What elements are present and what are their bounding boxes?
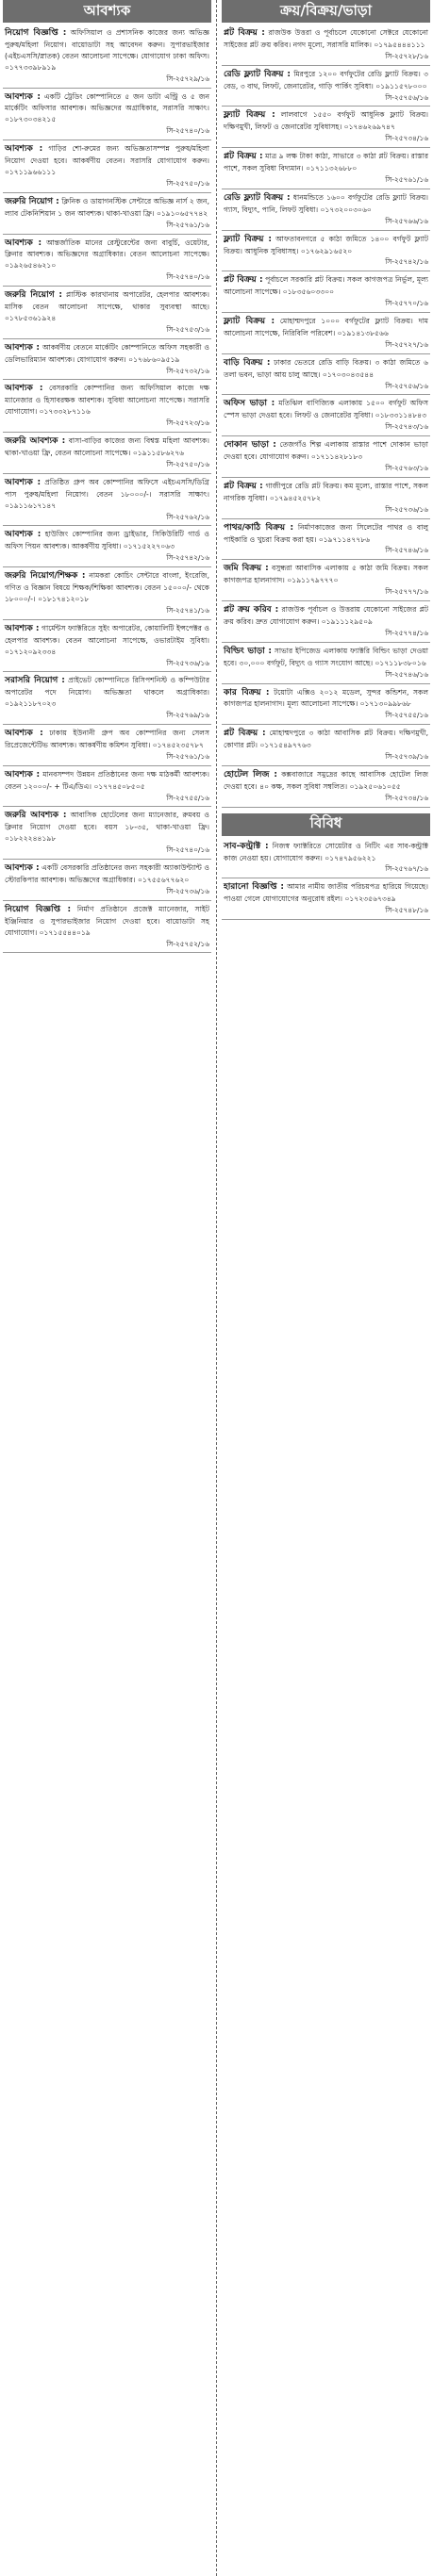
ad-reference: সি-২৫৭৪২/১৬ xyxy=(166,553,209,563)
classified-ad xyxy=(3,569,211,620)
ad-phone: ০১৭১৫৪৯৭৭৬৩ xyxy=(259,741,311,750)
ad-body: প্রাইভেট কোম্পানিতে রিসিপশনিস্ট ও কম্পিউটার অপারেটর পদে নিয়োগ। অভিজ্ঞতা থাকলে অগ্রাধিকার। xyxy=(5,676,209,697)
classified-ad xyxy=(222,108,430,148)
ad-heading: আবশ্যক : xyxy=(5,863,40,874)
ad-reference: সি-২৫৭৫০/১৬ xyxy=(166,178,209,188)
ad-heading: বিল্ডিং ভাড়া : xyxy=(224,646,272,656)
ad-heading: পাথর/কাঠি বিক্রয় : xyxy=(224,522,294,533)
ad-reference: সি-২৫৭৩৪/১৬ xyxy=(385,134,428,143)
ad-heading: আবশ্যক : xyxy=(5,342,41,353)
ad-heading: জরুরি নিয়োগ : xyxy=(5,290,62,301)
ad-body: আন্তর্জাতিক মানের রেস্টুরেন্টের জন্য বাবুর্চি, ওয়েটার, ক্লিনার আবশ্যক। অভিজ্ঞদের অগ্রাধিকার। বেতন আলোচনা সাপেক্ষে। xyxy=(5,238,209,259)
ad-phone: ০১৯১১৬১৭১৪৭ xyxy=(5,500,57,510)
classified-ad xyxy=(222,562,430,601)
ad-phone: ০১৯১০৬৫৭৭৪২ xyxy=(156,208,208,218)
ad-heading: রেডি ফ্ল্যাট বিক্রয় : xyxy=(224,69,291,79)
ad-heading: অফিস ভাড়া : xyxy=(224,399,275,409)
ad-phone: ০১৭৯৫৪৪৪১১১ xyxy=(374,40,425,49)
ad-heading: প্লট বিক্রয় : xyxy=(224,28,265,38)
ad-body: একটি বেসরকারি প্রতিষ্ঠানের জন্য সহকারী অ্যাকাউন্ট্যান্ট ও স্টোরকিপার আবশ্যক। অভিজ্ঞদের অগ্রাধিকার। xyxy=(5,863,209,884)
ad-heading: প্লট ক্রয় করিব : xyxy=(224,605,279,615)
ad-heading: বাড়ি বিক্রয় : xyxy=(224,357,271,368)
ad-body: সাভার ইপিজেড এলাকায় ফ্যাক্টরি বিল্ডিং ভাড়া দেওয়া হবে। ৩০,০০০ বর্গফুট, বিদ্যুৎ ও গ্যাস সংযোগ আছে। xyxy=(224,646,428,667)
ad-phone: ০১৭৬৮৬০৯৫১৯ xyxy=(128,354,180,364)
classified-ad xyxy=(3,341,211,381)
classified-ad xyxy=(222,686,430,726)
classified-list-property xyxy=(222,26,430,808)
classified-ad xyxy=(222,315,430,354)
ad-phone: ০১৯১৪১৩৮৫৬৬ xyxy=(337,328,389,337)
ad-reference: সি-২৫৭২৩/১৬ xyxy=(166,418,209,428)
ad-heading: জমি বিক্রয় : xyxy=(224,564,269,574)
ad-phone: ০১৭১১৩২৬৮৮০ xyxy=(306,164,358,173)
ad-body: আফতাবনগরে ৫ কাঠা জমিতে ১৪০০ বর্গফুট ফ্ল্যাট বিক্রয়। আধুনিক সুবিধাসহ। xyxy=(224,234,429,255)
classified-ad xyxy=(222,521,430,561)
ad-phone: ০১৯২৫০৬১০৫৫ xyxy=(349,781,401,791)
ad-phone: ০১৯২১১৮৭০২৩ xyxy=(5,699,57,709)
classified-ad xyxy=(222,840,430,879)
ad-phone: ০১৭১১৮৩৮০১৬ xyxy=(375,658,426,667)
ad-phone: ০১৯১১৫৮৬২৭৬ xyxy=(132,449,185,457)
ad-phone: ০১৭৬২৯১৬৫২০ xyxy=(300,246,353,255)
ad-body: হাউজিং কোম্পানির জন্য ড্রাইভার, সিকিউরিটি গার্ড ও অফিস পিয়ন আবশ্যক। আকর্ষণীয় সুবিধা। xyxy=(5,530,209,551)
ad-body: মোহাম্মদপুরে ৩ কাঠা আবাসিক প্লট বিক্রয়। দক্ষিণমুখী, কোণার প্লট। xyxy=(224,729,429,750)
ad-reference: সি-২৫৭৭৪/১৬ xyxy=(385,628,428,637)
ad-reference: সি-২৫৭২৭/১৬ xyxy=(385,339,428,349)
ad-body: আকর্ষণীয় বেতনে মার্কেটিং কোম্পানিতে অফিস সহকারী ও ডেলিভারিম্যান আবশ্যক। যোগাযোগ করুন। xyxy=(5,342,209,364)
ad-body: ঢাকায় ইউনানী গ্রুপ অব কোম্পানির জন্য সেলস রিপ্রেজেন্টেটিভ আবশ্যক। আকর্ষণীয় কমিশন সুবিধা। xyxy=(5,729,209,749)
ad-body: নিজস্ব ফ্যাক্টরিতে সোয়েটার ও নিটিং এর সাব-কন্ট্রাক্ট কাজ নেওয়া হয়। যোগাযোগ করুন। xyxy=(224,841,428,862)
ad-heading: ফ্ল্যাট বিক্রয় : xyxy=(224,110,275,121)
ad-heading: হারানো বিজ্ঞপ্তি : xyxy=(224,882,284,893)
ad-phone: ০১৭৪৫২৩৫৭৮৭ xyxy=(152,740,204,749)
classified-ad xyxy=(222,438,430,478)
ad-phone: ০১৭৪৬২৬৯৭৪৭ xyxy=(343,123,395,132)
classified-ad xyxy=(222,768,430,808)
ad-phone: ০১৭৯৪৫২৫৭৮২ xyxy=(269,493,322,502)
classified-ad xyxy=(3,768,211,808)
ad-phone: ০১৮৩৫৬০৩৩০০ xyxy=(282,287,335,297)
ad-body: মোহাম্মদপুরে ১০০০ বর্গফুটের ফ্ল্যাট বিক্রয়। দাম আলোচনা সাপেক্ষে, নিরিবিলি পরিবেশ। xyxy=(224,317,429,337)
ad-heading: জরুরি আবশ্যক : xyxy=(5,811,67,821)
ad-reference: সি-২৫৭৬১/১৬ xyxy=(166,220,209,229)
ad-phone: ০১৭০৩০৪৩৫৪৪ xyxy=(322,369,375,379)
ad-heading: হোটেল লিজ : xyxy=(224,769,277,779)
ad-reference: সি-২৫৭৬৯/১৬ xyxy=(166,711,209,720)
ad-body: গাড়ির শো-রুমের জন্য অভিজ্ঞতাসম্পন্ন পুরুষ/মহিলা নিয়োগ দেওয়া হবে। আকর্ষণীয় বেতন। সরাসরি যোগাযোগ করুন। xyxy=(5,144,209,166)
ad-reference: সি-২৫৭৪২/১৬ xyxy=(385,257,428,267)
ad-body: রাজউক উত্তরা ও পূর্বাচলে যেকোনো সেক্টরে যেকোনো সাইজের প্লট ক্রয় করিব। নগদ মূল্যে, সরাসরি মালিক। xyxy=(224,28,428,49)
ad-heading: জরুরি নিয়োগ : xyxy=(5,196,59,206)
ad-reference: সি-২৫৭৬২/১৬ xyxy=(166,512,209,521)
ad-body: মাত্র ৯ লক্ষ টাকা কাঠা, সাভারে ৩ কাঠা প্লট বিক্রয়। রাস্তার পাশে, সকল সুবিধা বিদ্যমান। xyxy=(224,152,428,173)
ad-phone: ০১৭১৫৫৪৪০১৯ xyxy=(39,927,91,937)
ad-reference: সি-২৫৭৫৬/১৬ xyxy=(385,92,428,102)
ad-reference: সি-২৫৭৬১/১৬ xyxy=(385,174,428,184)
ad-body: লালবাগে ১৫৫০ বর্গফুট আধুনিক ফ্ল্যাট বিক্রয়। দক্ষিণমুখী, লিফট ও জেনারেটর সুবিধাসহ। xyxy=(224,110,429,132)
ad-phone: ০১৭১৩০৯৯৮৬৮ xyxy=(359,699,411,709)
ad-phone: ০১৯৭১১৪৭৭৮৬ xyxy=(318,534,371,544)
classified-ad xyxy=(3,861,211,901)
ad-heading: সরাসরি নিয়োগ : xyxy=(5,676,65,686)
ad-body: বেসরকারি কোম্পানির জন্য অফিসিয়াল কাজে দক্ষ ম্যানেজার ও হিসাবরক্ষক আবশ্যক। সুবিধা আলোচনা সাপেক্ষে। সরাসরি যোগাযোগ। xyxy=(5,384,209,417)
section-header-wanted: আবশ্যক xyxy=(3,0,211,23)
ad-heading: জরুরি নিয়োগ/শিক্ষক : xyxy=(5,571,86,582)
ad-heading: রেডি ফ্ল্যাট বিক্রয় : xyxy=(224,192,291,203)
classified-ad xyxy=(222,273,430,313)
ad-heading: আবশ্যক : xyxy=(5,769,41,779)
classified-ad xyxy=(222,480,430,519)
ad-reference: সি-২৫৭৬৬/১৬ xyxy=(385,216,428,225)
ad-heading: নিয়োগ বিজ্ঞপ্তি : xyxy=(5,28,67,38)
ad-reference: সি-২৫৭৪৬/১৬ xyxy=(385,546,428,555)
ad-body: একটি ট্রেডিং কোম্পানিতে ৫ জন ডাটা এন্ট্রি ও ৫ জন মার্কেটিং অফিসার আবশ্যক। অভিজ্ঞদের অগ্রাধিকার, সরাসরি সাক্ষাৎ। xyxy=(5,91,209,113)
ad-phone: ০১৮৩৩১১৪৮৪৩ xyxy=(375,411,427,420)
section-header-misc: বিবিধ xyxy=(222,813,430,836)
ad-reference: সি-২৫৭৭০/১৬ xyxy=(385,299,428,308)
ad-reference: সি-২৫৭৫৩/১৬ xyxy=(166,324,209,334)
ad-reference: সি-২৫৭৩২/১৬ xyxy=(166,366,209,375)
ad-reference: সি-২৫৭৪৮/১৬ xyxy=(385,906,428,915)
classified-ad xyxy=(222,356,430,396)
ad-phone: ০১৮১৭৪১২০১৮ xyxy=(38,594,90,603)
ad-body: রাজউক পূর্বাচল ও উত্তরায় যেকোনো সাইজের প্লট ক্রয় করিব। দ্রুত যোগাযোগ করুন। xyxy=(224,605,428,626)
classified-ad xyxy=(3,476,211,527)
classified-ad xyxy=(222,397,430,436)
ad-body: মতিঝিল বাণিজ্যিক এলাকায় ১৫০০ বর্গফুট অফিস স্পেস ভাড়া দেওয়া হবে। লিফট ও জেনারেটর সুবিধা। xyxy=(224,399,428,420)
ad-phone: ০১৯২৬৫৪৬২১০ xyxy=(5,261,57,271)
ad-phone: ০১৮২২২৪৪১৯৮ xyxy=(5,834,57,844)
classified-list-wanted xyxy=(3,26,211,953)
ad-reference: সি-২৫৭৭৭/১৬ xyxy=(385,587,428,597)
ad-phone: ০১৭১১৪২৮১৮৩ xyxy=(310,452,363,462)
classified-ad xyxy=(3,727,211,766)
ad-reference: সি-২৫৭৪৬/১৬ xyxy=(385,669,428,679)
ad-body: গার্মেন্টস ফ্যাক্টরিতে সুইং অপারেটর, কোয়ালিটি ইন্সপেক্টর ও হেলপার আবশ্যক। বেতন আলোচনা সাপেক্ষে, ওভারটাইম সুবিধা। xyxy=(5,623,209,645)
classified-ad xyxy=(3,622,211,673)
ad-reference: সি-২৫৭৩৪/১৬ xyxy=(385,793,428,802)
classified-ad xyxy=(3,903,211,954)
ad-reference: সি-২৫৭৫২/১৬ xyxy=(166,939,209,948)
ad-phone: ০১৮৭৩০৩৪২১৫ xyxy=(5,115,57,124)
ad-reference: সি-২৫৭৫৫/১৬ xyxy=(385,711,428,720)
ad-body: ঢাকার ভেতরে রেডি বাড়ি বিক্রয়। ৩ কাঠা জমিতে ৬ তলা ভবন, ভাড়া আয় চালু আছে। xyxy=(224,357,428,379)
ad-heading: দোকান ভাড়া : xyxy=(224,440,276,451)
section-header-buy-sell-rent: ক্রয়/বিক্রয়/ভাড়া xyxy=(222,0,430,23)
ad-reference: সি-২৫৭৫০/১৬ xyxy=(166,459,209,468)
ad-phone: ০১৭১১৯৬৬১১১ xyxy=(5,167,57,176)
classified-ad xyxy=(222,150,430,189)
ad-heading: প্লট বিক্রয় : xyxy=(224,275,263,286)
classified-ad xyxy=(222,603,430,643)
ad-heading: প্লট বিক্রয় : xyxy=(224,729,266,739)
classified-ad xyxy=(3,528,211,567)
ad-heading: সাব-কন্ট্রাক্ট : xyxy=(224,841,269,851)
ad-body: নির্মাণকাজের জন্য সিলেটের পাথর ও বালু পাইকারি ও খুচরা বিক্রয় করা হয়। xyxy=(224,522,429,544)
ad-heading: ফ্ল্যাট বিক্রয় : xyxy=(224,317,275,327)
ad-reference: সি-২৫৭২৯/১৬ xyxy=(166,74,209,83)
ad-reference: সি-২৫৭৪০/১৬ xyxy=(166,845,209,855)
ad-body: নামকরা কোচিং সেন্টারে বাংলা, ইংরেজি, গণিত ও বিজ্ঞান বিষয়ে শিক্ষক/শিক্ষিকা আবশ্যক। বেতন ১৫০০০/- থেকে ১৮০০০/-। xyxy=(5,571,210,603)
ad-reference: সি-২৫৭৪০/১৬ xyxy=(166,272,209,282)
ad-body: বাসা-বাড়ির কাজের জন্য বিশ্বস্ত মহিলা আবশ্যক। থাকা-খাওয়া ফ্রি, বেতন আলোচনা সাপেক্ষে। xyxy=(5,436,209,457)
ad-phone: ০১৭১২০৯২৩৩৪ xyxy=(5,647,57,656)
ad-phone: ০১৭৩৩২৮৭১১৬ xyxy=(39,407,91,417)
classified-ad xyxy=(3,435,211,474)
ad-body: পূর্বাচলে সরকারি প্লট বিক্রয়। সকল কাগজপত্র নির্ভুল, মূল্য আলোচনা সাপেক্ষে। xyxy=(224,275,429,297)
ad-phone: ০১৭১৫২২৭০৬৩ xyxy=(123,542,175,551)
ad-body: নির্মাণ প্রতিষ্ঠানে প্রজেক্ট ম্যানেজার, সাইট ইঞ্জিনিয়ার ও সুপারভাইজার নিয়োগ দেওয়া হবে। বায়োডাটা সহ যোগাযোগ। xyxy=(5,904,209,937)
ad-phone: ০১৯১১৫৭৮০০০ xyxy=(375,81,427,90)
classified-ad xyxy=(222,26,430,66)
ad-body: কক্সবাজারে সমুদ্রের কাছে আবাসিক হোটেল লিজ দেওয়া হবে। ৪০ কক্ষ, সকল সুবিধা সম্বলিত। xyxy=(224,769,428,791)
ad-body: আবাসিক হোটেলের জন্য ম্যানেজার, রুমবয় ও ক্লিনার নিয়োগ দেওয়া হবে। বয়স ১৮-৩৫, থাকা-খাওয়া ফ্রি। xyxy=(5,811,209,832)
ad-heading: আবশ্যক : xyxy=(5,91,41,102)
classified-ad xyxy=(222,727,430,766)
ad-body: মানবসম্পদ উন্নয়ন প্রতিষ্ঠানের জন্য দক্ষ মাঠকর্মী আবশ্যক। বেতন ১২০০০/- + টিএ/ডিএ। xyxy=(5,769,209,791)
ad-reference: সি-২৫৭৩৬/১৬ xyxy=(166,886,209,895)
classified-ad xyxy=(3,237,211,287)
ad-phone: ০১৯১১১২৯৫০৯ xyxy=(321,616,373,626)
classified-ad xyxy=(222,191,430,231)
ad-body: টয়োটা এক্সিও ২০১২ মডেল, সুন্দর কন্ডিশন, সকল কাগজপত্র হালনাগাদ। মূল্য আলোচনা সাপেক্ষে। xyxy=(224,687,428,709)
ad-reference: সি-২৫৭৩৬/১৬ xyxy=(385,504,428,514)
ad-heading: আবশ্যক : xyxy=(5,238,42,248)
ad-body: প্লাস্টিক কারখানায় অপারেটর, হেলপার আবশ্যক। মাসিক বেতন আলোচনা সাপেক্ষে, থাকার সুব্যবস্থা আছে। xyxy=(5,290,209,312)
ad-body: মিরপুরে ১২০০ বর্গফুটের রেডি ফ্ল্যাট বিক্রয়। ৩ বেড, ৩ বাথ, লিফট, জেনারেটর, গাড়ি পার্কিং সুবিধা। xyxy=(224,69,428,90)
ad-phone: ০১৭৭৪৫০৮৫০৫ xyxy=(93,781,145,791)
ad-heading: আবশ্যক : xyxy=(5,144,43,155)
ad-heading: আবশ্যক : xyxy=(5,530,42,540)
ad-reference: সি-২৫৭৫৫/১৬ xyxy=(166,793,209,802)
ad-phone: ০১৯১১৭৯৭৭৭০ xyxy=(287,576,339,585)
ad-reference: সি-২৫৭৫৬/১৬ xyxy=(385,381,428,390)
ad-phone: ০১৭৭৩৩৯৮৯১৯ xyxy=(5,62,57,72)
ad-reference: সি-২৫৭৬৩/১৬ xyxy=(385,464,428,472)
ad-reference: সি-২৫৭৩৬/১৬ xyxy=(166,658,209,667)
ad-heading: আবশ্যক : xyxy=(5,623,40,633)
classified-ad xyxy=(3,809,211,860)
left-column xyxy=(3,0,211,955)
ad-body: বসুন্ধরা আবাসিক এলাকায় ৫ কাঠা জমি বিক্রয়। সকল কাগজপত্র হালনাগাদ। xyxy=(224,564,428,585)
ad-body: আমার নামীয় জাতীয় পরিচয়পত্র হারিয়ে গিয়েছে। পাওয়া গেলে যোগাযোগের অনুরোধ রইল। xyxy=(224,882,428,904)
right-column xyxy=(222,0,430,922)
ad-reference: সি-২৫৭৪৩/১৬ xyxy=(385,422,428,432)
ad-reference: সি-২৫৭৬১/১৬ xyxy=(166,751,209,761)
column-divider xyxy=(216,0,217,2576)
ad-body: তেজগাঁও শিল্প এলাকায় রাস্তার পাশে দোকান ভাড়া দেওয়া হবে। যোগাযোগ করুন। xyxy=(224,440,428,462)
classified-ad xyxy=(222,68,430,107)
ad-heading: আবশ্যক : xyxy=(5,384,43,394)
classified-ad xyxy=(3,674,211,725)
ad-reference: সি-২৫৭২৮/১৬ xyxy=(385,51,428,60)
classified-ad xyxy=(3,288,211,339)
classified-ad xyxy=(222,233,430,272)
ad-phone: ০১৭৫৫৬৭৭৬২০ xyxy=(138,876,190,884)
ad-heading: প্লট বিক্রয় : xyxy=(224,481,263,491)
ad-body: প্রতিষ্ঠিত গ্রুপ অব কোম্পানির অফিসে এইচএসসি/ডিগ্রি পাস পুরুষ/মহিলা নিয়োগ। বেতন ১৮০০০/-। সরাসরি সাক্ষাৎ। xyxy=(5,477,209,499)
ad-phone: ০১৭৩২০০৩০৬০ xyxy=(320,205,372,214)
ad-phone: ০১৭৮৫৩৬১৯২৪ xyxy=(5,313,57,322)
classified-ad xyxy=(222,880,430,920)
ad-body: গাজীপুরে রেডি প্লট বিক্রয়। কম মূল্যে, রাস্তার পাশে, সকল নাগরিক সুবিধা। xyxy=(224,481,429,502)
classified-ad xyxy=(3,90,211,141)
ad-phone: ০১৭২৩৫৬৭৩৪৯ xyxy=(344,894,396,904)
ad-heading: প্লট বিক্রয় : xyxy=(224,152,263,162)
ad-heading: আবশ্যক : xyxy=(5,477,42,487)
ad-heading: জরুরি আবশ্যক : xyxy=(5,436,66,447)
ad-heading: আবশ্যক : xyxy=(5,729,43,739)
ad-reference: সি-২৫৭৬৭/১৬ xyxy=(385,864,428,874)
ad-body: ধানমন্ডিতে ১৬০০ বর্গফুটের রেডি ফ্ল্যাট বিক্রয়। গ্যাস, বিদ্যুৎ, পানি, লিফট সুবিধা। xyxy=(224,192,429,214)
ad-body: ক্লিনিক ও ডায়াগনস্টিক সেন্টারে অভিজ্ঞ নার্স ২ জন, ল্যাব টেকনিশিয়ান ১ জন আবশ্যক। থাকা-খাওয়া ফ্রি। xyxy=(5,196,209,218)
classified-ad xyxy=(3,26,211,89)
classified-ad xyxy=(3,382,211,433)
ad-phone: ০১৭৪৭৯৫৬২২১ xyxy=(325,853,376,862)
ad-heading: ফ্ল্যাট বিক্রয় : xyxy=(224,234,272,244)
classified-ad xyxy=(222,645,430,684)
classified-list-misc xyxy=(222,840,430,920)
ad-reference: সি-২৫৭৩৯/১৬ xyxy=(385,752,428,762)
ad-reference: সি-২৫৭৪১/১৬ xyxy=(166,605,209,615)
ad-reference: সি-২৫৭৪০/১৬ xyxy=(166,126,209,136)
ad-body: অফিসিয়াল ও প্রশাসনিক কাজের জন্য অভিজ্ঞ পুরুষ/মহিলা নিয়োগ। বায়োডাটা সহ আবেদন করুন। সুপারভাইজার (এইচএসসি/স্নাতক) বেতন আলোচনা সাপেক্ষে। যোগাযোগ ঢাকা অফিস। xyxy=(5,28,209,60)
classified-ad xyxy=(3,142,211,193)
ad-heading: কার বিক্রয় : xyxy=(224,687,270,697)
classified-ad xyxy=(3,195,211,235)
ad-heading: নিয়োগ বিজ্ঞপ্তি : xyxy=(5,904,72,914)
